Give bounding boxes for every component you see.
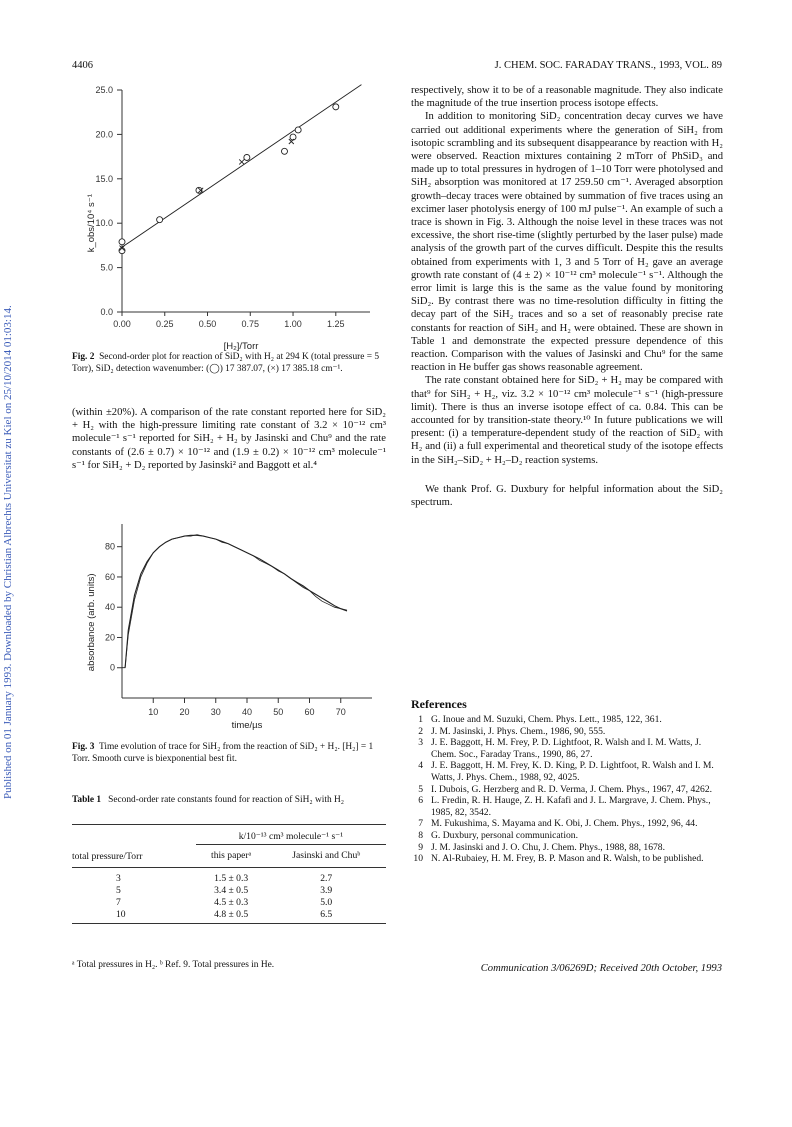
reference-number: 4 [418, 760, 423, 772]
reference-item [411, 760, 723, 783]
reference-number: 5 [418, 783, 423, 795]
x-tick-label: 1.25 [327, 319, 345, 329]
footer-note: Communication 3/06269D; Received 20th October, 1993 [480, 963, 722, 974]
fig2-chart [70, 80, 390, 352]
reference-item [411, 726, 723, 738]
right-paragraph: The rate constant obtained here for SiD₂ + H₂ may be compared with that⁹ for SiH₂ + H₂, viz. 3.2 × 10⁻¹² cm³ molecule⁻¹ s⁻¹ (high-pressure limit). There is thus an inverse isotope effect of ca. 0.84. This can be accounted for by transition-state theory.¹⁰ In future publications we will present: (i) a temperature-dependent study of the reaction of SiD₂ with H₂ and (ii) a full experimental and theoretical study of the isotope effects in the SiH₂–SiD₂ + H₂–D₂ reaction systems. [411, 375, 723, 466]
table1-col-header: total pressure/Torr [72, 850, 143, 862]
table-cell: 10 [116, 908, 126, 920]
table-cell: 1.5 ± 0.3 [214, 872, 249, 884]
reference-item [411, 795, 723, 818]
reference-number: 7 [418, 818, 423, 830]
table-cell: 2.7 [320, 872, 333, 884]
y-tick-label: 60 [104, 571, 115, 582]
reference-item [411, 853, 723, 865]
reference-text: J. M. Jasinski and J. O. Chu, J. Chem. Phys., 1988, 88, 1678. [431, 841, 665, 853]
reference-text: G. Inoue and M. Suzuki, Chem. Phys. Lett., 1985, 122, 361. [431, 714, 662, 725]
x-tick-label: 1.00 [284, 319, 302, 329]
y-tick-label: 15.0 [95, 173, 113, 184]
x-tick-label: 0.25 [155, 319, 174, 329]
table1-col-header: Jasinski and Chuᵇ [292, 850, 361, 862]
x-tick-label: 0.75 [241, 319, 260, 329]
reference-text: J. M. Jasinski, J. Phys. Chem., 1986, 90, 555. [431, 725, 606, 737]
fig3-caption [72, 742, 386, 765]
table-row [72, 908, 386, 920]
table-cell: 5.0 [320, 896, 333, 908]
table-cell: 4.8 ± 0.5 [214, 908, 249, 920]
right-paragraph: In addition to monitoring SiD₂ concentration decay curves we have carried out additional experiments where the generation of SiH₂ from isotopic scrambling and its subsequent disappearance by reaction with H₂ were observed. Reaction mixtures containing 2 mTorr of PhSiD₃ and made up to total pressures in hydrogen of 1–10 Torr were photolysed and SiH₂ absorption was monitored at 17 259.50 cm⁻¹. Averaged absorption growth–decay traces were obtained by summation of five traces using an excimer laser photolysis energy of 100 mJ pulse⁻¹. An example of such a trace is shown in Fig. 3. Although the noise level in these traces was not excessive, the short rise-time (slightly perturbed by the laser pulse) made analysis of the growth part of the curves difficult. Despite this the results obtained from experiments with 1, 3 and 5 Torr of H₂ gave an average growth rate constant of (4 ± 2) × 10⁻¹² cm³ molecule⁻¹ s⁻¹. Although the error limit is large this is the same as the value found by monitoring SiD₂. By contrast there was no time-resolution difficulty in fitting the decay part of the SiH₂ traces and so a set of reasonably precise rate constants for reaction of SiH₂ and H₂ were obtained. These are shown in Table 1 and demonstrate the expected pressure dependence of this reaction. Comparison with the values of Jasinski and Chu⁹ for the same reaction in He buffer gas shows reasonable agreement. [411, 111, 723, 374]
reference-number: 9 [418, 841, 423, 853]
left-paragraph [72, 406, 386, 472]
reference-item [411, 830, 723, 842]
y-tick-label: 5.0 [100, 262, 113, 273]
reference-number: 10 [413, 853, 423, 865]
y-tick-label: 80 [104, 541, 115, 552]
y-tick-label: 0.0 [100, 307, 113, 317]
fig2-caption-text: Second-order plot for reaction of SiD₂ with H₂ at 294 K (total pressure = 5 Torr), SiD₂ detection wavenumber: (◯) 17 387.07, (×) 17 385.18 cm⁻¹. [72, 352, 380, 374]
references-list [411, 714, 723, 865]
acknowledgement: We thank Prof. G. Duxbury for helpful information about the SiD₂ spectrum. [411, 483, 723, 509]
reference-number: 3 [418, 737, 423, 749]
reference-number: 6 [418, 795, 423, 807]
table1-footnote: ᵃ Total pressures in H₂. ᵇ Ref. 9. Total pressures in He. [72, 960, 275, 970]
table1-group-header: k/10⁻¹³ cm³ molecule⁻¹ s⁻¹ [196, 825, 386, 845]
reference-text: G. Duxbury, personal communication. [431, 829, 578, 841]
fig3-chart [80, 520, 380, 730]
journal-header: J. CHEM. SOC. FARADAY TRANS., 1993, VOL. 89 [494, 60, 722, 71]
reference-item [411, 737, 723, 760]
reference-item [411, 818, 723, 830]
x-tick-label: 30 [210, 707, 221, 717]
x-tick-label: 20 [179, 707, 190, 717]
x-tick-label: 70 [335, 707, 346, 717]
data-point-circle [333, 104, 339, 110]
table1-label: Table 1 [72, 795, 102, 805]
download-watermark: Published on 01 January 1993. Downloaded by Christian Albrechts Universitat zu Kiel on 25/10/2014 01:03:14. [2, 305, 14, 799]
table-cell: 7 [116, 896, 121, 908]
table-row [72, 896, 386, 908]
x-tick-label: 60 [304, 707, 315, 717]
trace-line [122, 535, 347, 668]
y-tick-label: 40 [104, 602, 115, 613]
x-axis-label: [H₂]/Torr [223, 341, 259, 352]
reference-text: J. E. Baggott, H. M. Frey, P. D. Lightfoot, R. Walsh and I. M. Watts, J. Chem. Soc., Faraday Trans., 1990, 86, 27. [431, 737, 702, 760]
x-axis-label: time/µs [231, 720, 263, 730]
table-row [72, 867, 386, 884]
table-cell: 6.5 [320, 908, 333, 920]
page-number: 4406 [72, 60, 93, 71]
table1 [72, 824, 386, 924]
fig3-caption-text: Time evolution of trace for SiH₂ from the reaction of SiD₂ + H₂. [H₂] = 1 Torr. Smooth curve is biexponential best fit. [72, 742, 374, 764]
y-axis-label: k_obs/10⁴ s⁻¹ [86, 194, 97, 253]
x-tick-label: 0.00 [113, 319, 131, 329]
table-cell: 3.9 [320, 884, 333, 896]
right-column [411, 84, 723, 509]
table-cell: 3.4 ± 0.5 [214, 884, 249, 896]
data-point-circle [157, 217, 163, 223]
table-row [72, 884, 386, 896]
data-point-circle [295, 127, 301, 133]
table-cell: 5 [116, 884, 121, 896]
reference-item [411, 714, 723, 726]
y-tick-label: 25.0 [95, 85, 113, 95]
fig2-caption-label: Fig. 2 [72, 352, 95, 362]
reference-number: 1 [418, 714, 423, 725]
table1-grid [72, 824, 386, 920]
right-paragraph: respectively, show it to be of a reasonable magnitude. They also indicate the magnitude of the true insertion process isotope effects. [411, 85, 723, 110]
references-heading [411, 697, 467, 712]
table1-title-text: Second-order rate constants found for reaction of SiH₂ with H₂ [108, 795, 345, 805]
data-point-cross [239, 159, 244, 164]
data-point-circle [244, 154, 250, 160]
reference-item [411, 842, 723, 854]
reference-number: 8 [418, 829, 423, 841]
x-tick-label: 10 [148, 707, 159, 717]
data-point-circle [119, 239, 125, 245]
fit-line [122, 85, 361, 248]
y-tick-label: 0 [109, 662, 115, 673]
table-cell: 3 [116, 872, 121, 884]
fit-curve [125, 535, 347, 667]
table1-title [72, 795, 386, 807]
fig2-caption [72, 352, 386, 375]
reference-number: 2 [418, 725, 423, 737]
reference-text: M. Fukushima, S. Mayama and K. Obi, J. Chem. Phys., 1992, 96, 44. [431, 818, 698, 830]
reference-text: I. Dubois, G. Herzberg and R. D. Verma, J. Chem. Phys., 1967, 47, 4262. [431, 783, 713, 795]
reference-item [411, 784, 723, 796]
reference-text: L. Fredin, R. H. Hauge, Z. H. Kafafi and J. L. Margrave, J. Chem. Phys., 1985, 82, 3542. [431, 795, 711, 818]
x-tick-label: 50 [273, 707, 284, 717]
x-tick-label: 40 [241, 707, 253, 717]
y-tick-label: 20 [104, 632, 115, 643]
y-tick-label: 20.0 [95, 129, 113, 140]
table-cell: 4.5 ± 0.3 [214, 896, 249, 908]
data-point-circle [281, 148, 287, 154]
references-title: References [411, 697, 467, 711]
reference-text: N. Al-Rubaiey, H. M. Frey, B. P. Mason and R. Walsh, to be published. [431, 853, 704, 865]
left-paragraph-text: (within ±20%). A comparison of the rate constant reported here for SiD₂ + H₂ with the high-pressure limiting rate constant of 3.2 × 10⁻¹² cm³ molecule⁻¹ s⁻¹ reported for SiH₂ + H₂ by Jasinski and Chu⁹ and the rate constants of (2.6 ± 0.7) × 10⁻¹² and (1.9 ± 0.2) × 10⁻¹² cm³ molecule⁻¹ s⁻¹ for SiH₂ + D₂ reported by Jasinski² and Baggott et al.⁴ [72, 407, 386, 471]
y-axis-label: absorbance (arb. units) [86, 573, 97, 672]
x-tick-label: 0.50 [198, 319, 217, 329]
reference-text: J. E. Baggott, H. M. Frey, K. D. King, P. D. Lightfoot, R. Walsh and I. M. Watts, J. Phys. Chem., 1988, 92, 4025. [431, 760, 714, 783]
fig3-caption-label: Fig. 3 [72, 742, 95, 752]
table1-col-header: this paperᵃ [211, 850, 252, 862]
y-tick-label: 10.0 [95, 218, 113, 229]
